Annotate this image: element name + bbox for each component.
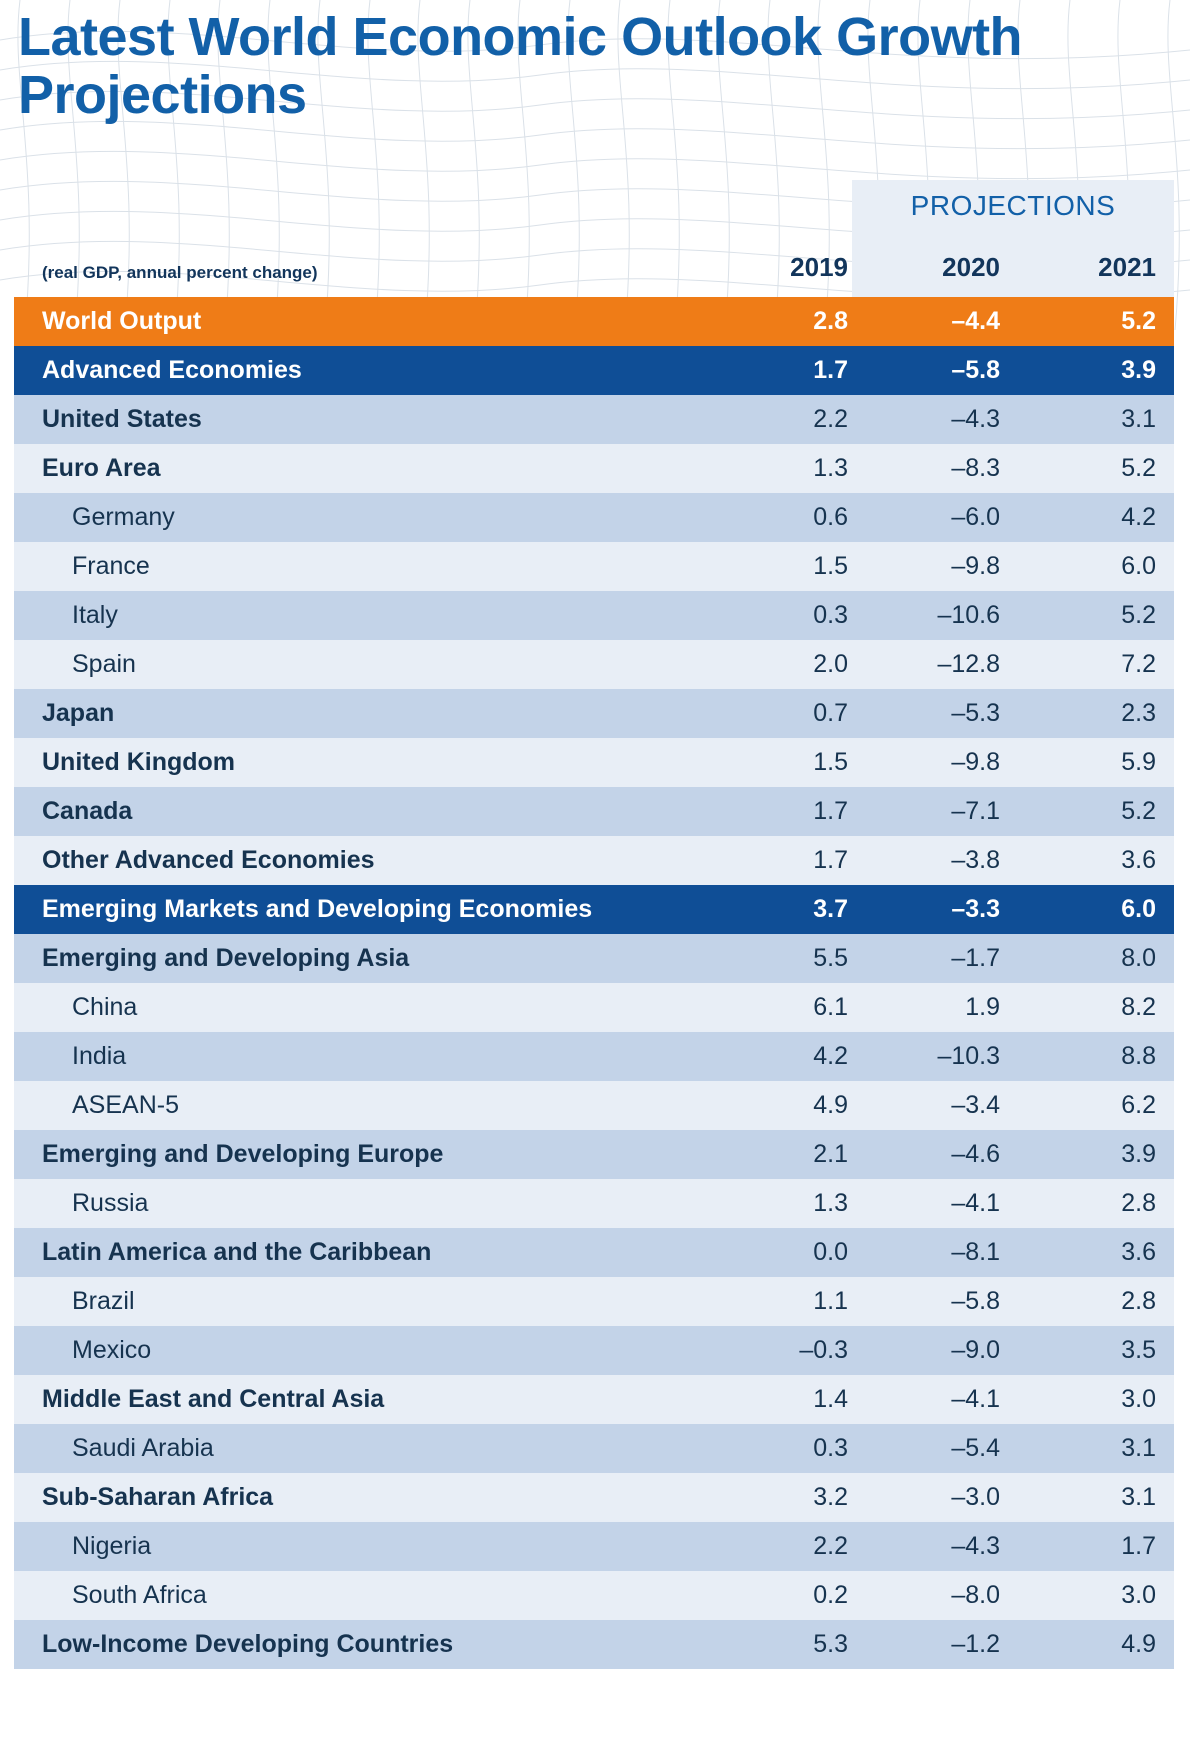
row-label: Mexico <box>14 1326 714 1375</box>
row-label: World Output <box>14 297 714 346</box>
cell-2021: 5.2 <box>1018 787 1174 836</box>
cell-2020: –4.6 <box>866 1130 1018 1179</box>
cell-2021: 6.0 <box>1018 542 1174 591</box>
cell-2020: –3.8 <box>866 836 1018 885</box>
table-row <box>14 493 1174 542</box>
table-row <box>14 542 1174 591</box>
cell-2021: 6.2 <box>1018 1081 1174 1130</box>
cell-2021: 2.8 <box>1018 1179 1174 1228</box>
cell-2020: –8.3 <box>866 444 1018 493</box>
cell-2019: 2.0 <box>714 640 866 689</box>
cell-2020: –6.0 <box>866 493 1018 542</box>
cell-2019: 1.5 <box>714 738 866 787</box>
cell-2020: –4.1 <box>866 1179 1018 1228</box>
cell-2019: 2.2 <box>714 395 866 444</box>
cell-2021: 4.9 <box>1018 1620 1174 1669</box>
cell-2019: 6.1 <box>714 983 866 1032</box>
cell-2019: 0.2 <box>714 1571 866 1620</box>
cell-2019: 3.2 <box>714 1473 866 1522</box>
cell-2019: 4.2 <box>714 1032 866 1081</box>
table-row <box>14 1179 1174 1228</box>
cell-2021: 3.0 <box>1018 1571 1174 1620</box>
table-row <box>14 1032 1174 1081</box>
row-label: South Africa <box>14 1571 714 1620</box>
cell-2020: –1.2 <box>866 1620 1018 1669</box>
cell-2019: 0.3 <box>714 591 866 640</box>
header <box>0 0 1190 125</box>
cell-2021: 3.0 <box>1018 1375 1174 1424</box>
cell-2021: 6.0 <box>1018 885 1174 934</box>
table-row <box>14 1620 1174 1669</box>
cell-2020: –7.1 <box>866 787 1018 836</box>
cell-2021: 3.9 <box>1018 346 1174 395</box>
row-label: Emerging Markets and Developing Economies <box>14 885 714 934</box>
row-label: Low-Income Developing Countries <box>14 1620 714 1669</box>
cell-2020: –9.8 <box>866 542 1018 591</box>
row-label: Nigeria <box>14 1522 714 1571</box>
table-row <box>14 1522 1174 1571</box>
table-row <box>14 1228 1174 1277</box>
row-label: Japan <box>14 689 714 738</box>
table-row <box>14 444 1174 493</box>
cell-2021: 3.1 <box>1018 1473 1174 1522</box>
cell-2021: 5.2 <box>1018 591 1174 640</box>
table-row <box>14 1473 1174 1522</box>
table-row <box>14 1571 1174 1620</box>
cell-2020: –3.4 <box>866 1081 1018 1130</box>
table-row <box>14 1130 1174 1179</box>
cell-2021: 1.7 <box>1018 1522 1174 1571</box>
cell-2020: –5.8 <box>866 1277 1018 1326</box>
cell-2021: 3.1 <box>1018 395 1174 444</box>
cell-2019: 1.3 <box>714 1179 866 1228</box>
cell-2019: 1.5 <box>714 542 866 591</box>
cell-2020: 1.9 <box>866 983 1018 1032</box>
table-row <box>14 297 1174 346</box>
table-row <box>14 1375 1174 1424</box>
cell-2019: 5.3 <box>714 1620 866 1669</box>
cell-2020: –10.6 <box>866 591 1018 640</box>
cell-2021: 3.1 <box>1018 1424 1174 1473</box>
row-label: Saudi Arabia <box>14 1424 714 1473</box>
cell-2020: –4.1 <box>866 1375 1018 1424</box>
cell-2021: 7.2 <box>1018 640 1174 689</box>
cell-2020: –4.3 <box>866 1522 1018 1571</box>
table-row <box>14 1081 1174 1130</box>
cell-2021: 8.8 <box>1018 1032 1174 1081</box>
row-label: Other Advanced Economies <box>14 836 714 885</box>
cell-2020: –8.0 <box>866 1571 1018 1620</box>
cell-2020: –3.0 <box>866 1473 1018 1522</box>
table-body <box>14 297 1174 1669</box>
cell-2019: 0.3 <box>714 1424 866 1473</box>
row-label: Advanced Economies <box>14 346 714 395</box>
cell-2021: 5.2 <box>1018 444 1174 493</box>
cell-2021: 8.0 <box>1018 934 1174 983</box>
cell-2020: –10.3 <box>866 1032 1018 1081</box>
row-label: ASEAN-5 <box>14 1081 714 1130</box>
cell-2021: 8.2 <box>1018 983 1174 1032</box>
cell-2021: 3.9 <box>1018 1130 1174 1179</box>
table-row <box>14 640 1174 689</box>
table-row <box>14 934 1174 983</box>
row-label: Spain <box>14 640 714 689</box>
row-label: Russia <box>14 1179 714 1228</box>
table-row <box>14 983 1174 1032</box>
cell-2021: 3.6 <box>1018 1228 1174 1277</box>
table-row <box>14 689 1174 738</box>
cell-2019: 3.7 <box>714 885 866 934</box>
cell-2019: 4.9 <box>714 1081 866 1130</box>
cell-2019: 1.7 <box>714 787 866 836</box>
cell-2020: –4.4 <box>866 297 1018 346</box>
table-row <box>14 885 1174 934</box>
table-row <box>14 346 1174 395</box>
cell-2020: –9.8 <box>866 738 1018 787</box>
row-label: India <box>14 1032 714 1081</box>
row-label: Emerging and Developing Europe <box>14 1130 714 1179</box>
table-row <box>14 787 1174 836</box>
row-label: Germany <box>14 493 714 542</box>
row-label: United States <box>14 395 714 444</box>
column-header-2019: 2019 <box>790 252 848 282</box>
table-row <box>14 836 1174 885</box>
cell-2019: –0.3 <box>714 1326 866 1375</box>
cell-2019: 0.0 <box>714 1228 866 1277</box>
cell-2019: 0.6 <box>714 493 866 542</box>
cell-2019: 1.7 <box>714 836 866 885</box>
row-label: Canada <box>14 787 714 836</box>
projections-group-label: PROJECTIONS <box>910 190 1116 221</box>
table-row <box>14 738 1174 787</box>
cell-2019: 2.1 <box>714 1130 866 1179</box>
cell-2019: 1.1 <box>714 1277 866 1326</box>
cell-2020: –3.3 <box>866 885 1018 934</box>
row-label: Euro Area <box>14 444 714 493</box>
row-label: United Kingdom <box>14 738 714 787</box>
cell-2019: 1.3 <box>714 444 866 493</box>
row-label: Sub-Saharan Africa <box>14 1473 714 1522</box>
cell-2019: 2.8 <box>714 297 866 346</box>
table-row <box>14 1326 1174 1375</box>
table-row <box>14 1424 1174 1473</box>
cell-2019: 2.2 <box>714 1522 866 1571</box>
cell-2019: 1.7 <box>714 346 866 395</box>
cell-2021: 4.2 <box>1018 493 1174 542</box>
row-label: France <box>14 542 714 591</box>
page-title: Latest World Economic Outlook Growth Projections <box>18 7 1023 126</box>
row-label: Middle East and Central Asia <box>14 1375 714 1424</box>
table-row <box>14 395 1174 444</box>
column-header-2021: 2021 <box>1018 252 1174 297</box>
cell-2020: –9.0 <box>866 1326 1018 1375</box>
growth-projections-table <box>14 252 1174 1669</box>
cell-2020: –8.1 <box>866 1228 1018 1277</box>
cell-2020: –12.8 <box>866 640 1018 689</box>
table-row <box>14 1277 1174 1326</box>
cell-2020: –4.3 <box>866 395 1018 444</box>
cell-2021: 2.8 <box>1018 1277 1174 1326</box>
table-header-row <box>14 252 1174 297</box>
table-row <box>14 591 1174 640</box>
cell-2020: –5.8 <box>866 346 1018 395</box>
cell-2021: 2.3 <box>1018 689 1174 738</box>
row-label: Latin America and the Caribbean <box>14 1228 714 1277</box>
cell-2021: 5.2 <box>1018 297 1174 346</box>
cell-2019: 1.4 <box>714 1375 866 1424</box>
row-label: Italy <box>14 591 714 640</box>
cell-2020: –1.7 <box>866 934 1018 983</box>
row-label: China <box>14 983 714 1032</box>
cell-2021: 3.6 <box>1018 836 1174 885</box>
cell-2021: 5.9 <box>1018 738 1174 787</box>
units-note: (real GDP, annual percent change) <box>42 263 318 282</box>
row-label: Emerging and Developing Asia <box>14 934 714 983</box>
cell-2021: 3.5 <box>1018 1326 1174 1375</box>
cell-2019: 0.7 <box>714 689 866 738</box>
cell-2020: –5.4 <box>866 1424 1018 1473</box>
cell-2020: –5.3 <box>866 689 1018 738</box>
column-header-2020: 2020 <box>866 252 1018 297</box>
cell-2019: 5.5 <box>714 934 866 983</box>
row-label: Brazil <box>14 1277 714 1326</box>
